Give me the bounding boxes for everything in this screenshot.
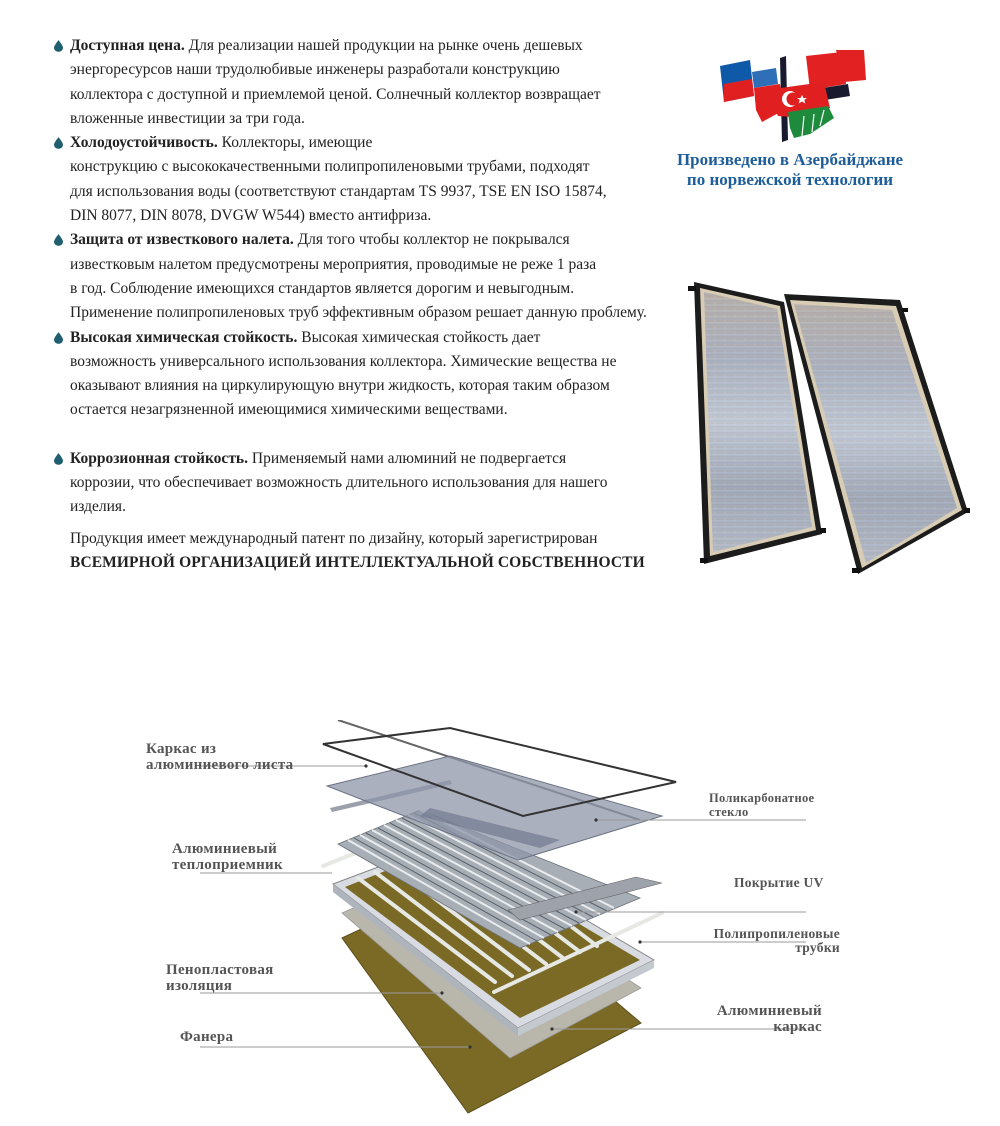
feature-price <box>54 34 694 131</box>
feature-chemical-resistance <box>54 326 694 423</box>
label-line: Пенопластовая <box>166 962 274 978</box>
label-line: Фанера <box>180 1029 234 1045</box>
water-drop-icon <box>54 332 63 344</box>
water-drop-icon <box>54 234 63 246</box>
exploded-view-illustration <box>0 720 1000 1126</box>
label-line: алюминиевого листа <box>146 757 294 773</box>
label-pp-pipes <box>690 927 840 955</box>
label-line: изоляция <box>166 978 233 994</box>
label-aluminum-sheet-frame <box>146 741 293 773</box>
feature-text: конструкцию с высококачественными полипропиленовыми трубами, подходят <box>70 158 590 176</box>
feature-text: Коллекторы, имеющие <box>217 134 373 152</box>
feature-limescale-protection <box>54 228 694 325</box>
label-line: Покрытие UV <box>734 875 824 890</box>
label-line: Полипропиленовые <box>713 926 840 941</box>
feature-text: изделия. <box>70 498 126 516</box>
feature-text: Применение полипропиленовых труб эффективным образом решает данную проблему. <box>70 304 647 322</box>
water-drop-icon <box>54 137 63 149</box>
label-aluminum-frame <box>680 1003 822 1035</box>
made-in-line-2: по норвежской технологии <box>686 170 894 189</box>
label-line: трубки <box>795 940 840 955</box>
feature-cold-resistance <box>54 131 694 228</box>
feature-text: вложенные инвестиции за три года. <box>70 109 305 127</box>
feature-text: Для реализации нашей продукции на рынке очень дешевых <box>184 37 583 54</box>
made-in-caption <box>650 150 930 190</box>
collector-exploded-diagram <box>0 720 1000 1126</box>
label-polycarbonate-glass <box>709 791 814 819</box>
feature-title: Высокая химическая стойкость. <box>70 328 298 346</box>
feature-corrosion-resistance <box>54 447 694 520</box>
label-foam-insulation <box>166 962 274 994</box>
label-line: стекло <box>709 805 749 819</box>
feature-text: DIN 8077, DIN 8078, DVGW W544) вместо антифриза. <box>70 207 432 225</box>
solar-collector-panels-image <box>680 272 980 582</box>
feature-title: Коррозионная стойкость. <box>70 449 249 467</box>
feature-text: Применяемый нами алюминий не подвергается <box>248 449 567 467</box>
feature-text: известковым налетом предусмотрены мероприятия, проводимые не реже 1 раза <box>70 255 597 273</box>
feature-text: в год. Соблюдение имеющихся стандартов является дорогим и невыгодным. <box>70 279 575 297</box>
features-list <box>54 34 694 520</box>
label-uv-coating <box>734 876 824 890</box>
label-aluminum-absorber <box>172 841 283 873</box>
patent-text: Продукция имеет международный патент по дизайну, который зарегистрирован <box>70 530 598 547</box>
patent-note <box>70 527 645 575</box>
feature-title: Доступная цена. <box>70 37 185 54</box>
water-drop-icon <box>54 453 63 465</box>
handshake-flags-icon <box>718 44 868 142</box>
label-line: Поликарбонатное <box>709 791 815 805</box>
feature-title: Защита от известкового налета. <box>70 231 294 249</box>
feature-title: Холодоустойчивость. <box>70 134 218 152</box>
feature-text: Высокая химическая стойкость дает <box>297 328 541 346</box>
label-line: Каркас из <box>146 741 217 757</box>
water-drop-icon <box>54 40 63 52</box>
label-line: Алюминиевый <box>172 841 278 857</box>
patent-organization: ВСЕМИРНОЙ ОРГАНИЗАЦИЕЙ ИНТЕЛЛЕКТУАЛЬНОЙ СОБСТВЕННОСТИ <box>70 554 645 571</box>
feature-text: оказывают влияния на циркулирующую внутри жидкость, которая таким образом <box>70 377 610 395</box>
feature-text: возможность универсального использования коллектора. Химические вещества не <box>70 352 617 370</box>
made-in-line-1: Произведено в Азербайджане <box>676 150 904 169</box>
label-line: Алюминиевый <box>716 1003 822 1019</box>
feature-text: энергоресурсов наши трудолюбивые инженеры разработали конструкцию <box>70 61 560 79</box>
feature-text: Для того чтобы коллектор не покрывался <box>293 231 570 249</box>
feature-text: коллектора с доступной и приемлемой ценой. Солнечный коллектор возвращает <box>70 85 601 103</box>
feature-text: коррозии, что обеспечивает возможность длительного использования для нашего <box>70 474 608 492</box>
label-line: каркас <box>773 1019 822 1035</box>
feature-text: для использования воды (соответствуют стандартам TS 9937, TSE EN ISO 15874, <box>70 182 607 200</box>
feature-text: остается незагрязненной имеющимися химическими веществами. <box>70 401 508 419</box>
label-line: теплоприемник <box>172 857 283 873</box>
label-plywood <box>180 1029 233 1045</box>
